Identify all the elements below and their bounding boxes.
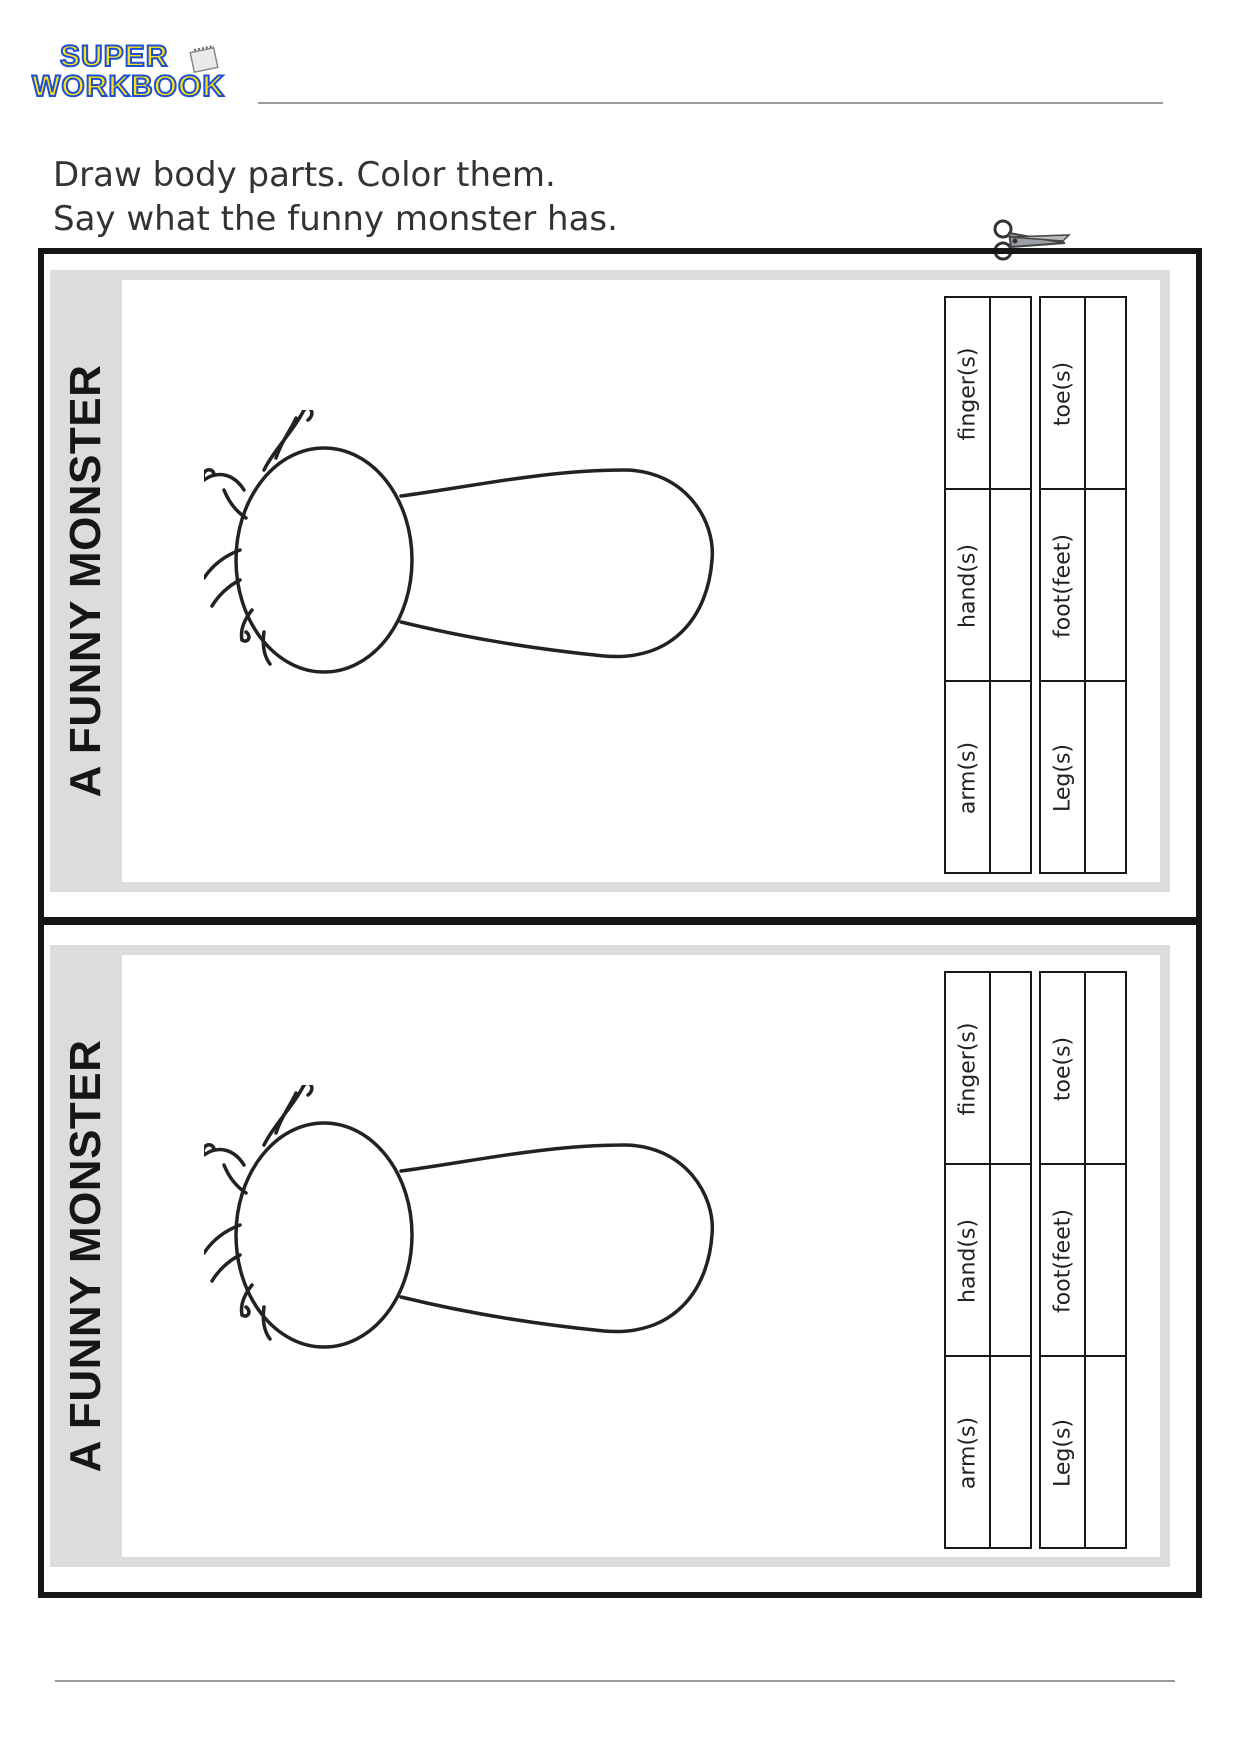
cell-label: Leg(s)	[1050, 744, 1075, 812]
footer-rule	[55, 1680, 1175, 1682]
logo-text-workbook: WORKBOOK	[32, 70, 225, 103]
cell-label: arm(s)	[955, 1416, 980, 1490]
table-cell	[1041, 490, 1084, 682]
table-cell	[946, 1165, 989, 1357]
instruction-line-1: Draw body parts. Color them.	[53, 155, 556, 195]
cell-label: toe(s)	[1050, 361, 1075, 427]
cell-label: foot(feet)	[1050, 1209, 1075, 1313]
cell-label: toe(s)	[1050, 1036, 1075, 1102]
monster-outline-drawing	[204, 1085, 834, 1385]
panel-title	[50, 270, 122, 892]
cell-label: foot(feet)	[1050, 534, 1075, 638]
table-cell	[946, 1357, 989, 1549]
table-cell	[946, 973, 989, 1165]
logo-text-super: SUPER	[60, 40, 169, 73]
instruction-line-2: Say what the funny monster has.	[53, 199, 618, 239]
table-cell	[1041, 682, 1084, 874]
cell-label: finger(s)	[955, 1022, 980, 1116]
panel-divider	[38, 917, 1202, 925]
table-cell	[1041, 298, 1084, 490]
table-cell	[1041, 1357, 1084, 1549]
cell-label: arm(s)	[955, 741, 980, 815]
monster-panel-1	[50, 270, 1170, 892]
monster-outline-drawing	[204, 410, 834, 710]
cell-label: hand(s)	[955, 544, 980, 628]
notepad-icon	[188, 44, 222, 74]
table-cell	[946, 490, 989, 682]
table-cell	[1041, 973, 1084, 1165]
body-parts-table-left	[944, 971, 1032, 1549]
table-cell	[946, 682, 989, 874]
panel-title-text: A FUNNY MONSTER	[61, 1039, 110, 1473]
cell-label: Leg(s)	[1050, 1419, 1075, 1487]
monster-panel-2	[50, 945, 1170, 1567]
header-rule	[258, 102, 1163, 104]
panel-title-text: A FUNNY MONSTER	[61, 364, 110, 798]
table-cell	[1041, 1165, 1084, 1357]
cell-label: finger(s)	[955, 347, 980, 441]
panel-title	[50, 945, 122, 1567]
body-parts-table-right	[1039, 296, 1127, 874]
table-cell	[946, 298, 989, 490]
body-parts-table-right	[1039, 971, 1127, 1549]
super-workbook-logo	[30, 40, 250, 112]
cell-label: hand(s)	[955, 1219, 980, 1303]
body-parts-table-left	[944, 296, 1032, 874]
